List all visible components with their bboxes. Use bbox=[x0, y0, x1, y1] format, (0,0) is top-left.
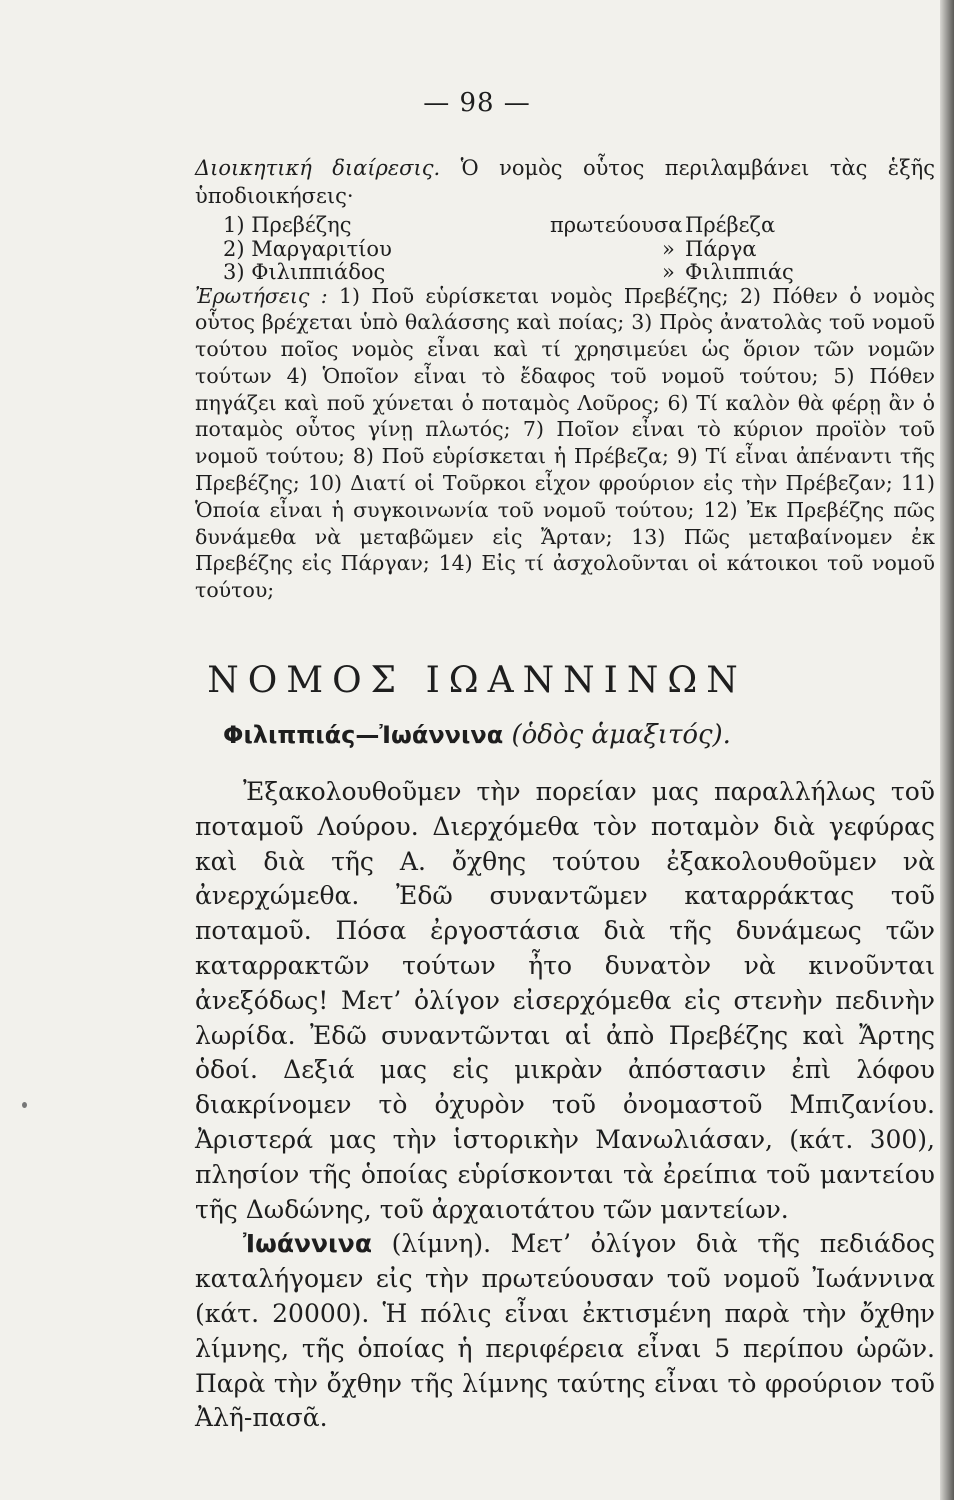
ioannina-bold-term: Ἰωάννινα bbox=[243, 1229, 372, 1259]
paper-speck bbox=[22, 1102, 27, 1108]
subdivision-row bbox=[195, 259, 935, 283]
body-paragraph-2 bbox=[195, 1227, 935, 1436]
route-note: (ὁδὸς ἁμαξιτός). bbox=[511, 720, 731, 750]
subdivision-label: » bbox=[662, 236, 675, 261]
subdivision-label: πρωτεύουσα bbox=[550, 213, 683, 237]
subdivision-capital: Πρέβεζα bbox=[685, 213, 776, 237]
admin-paragraph bbox=[195, 155, 935, 210]
page-edge-shadow bbox=[940, 0, 954, 1500]
subdivision-capital: Πάργα bbox=[685, 236, 757, 261]
page-number: — 98 — bbox=[423, 88, 531, 118]
subdivision-list bbox=[195, 212, 935, 283]
questions-heading: Ἐρωτήσεις : bbox=[195, 283, 328, 308]
administrative-section bbox=[195, 155, 935, 604]
section-title: ΝΟΜΟΣ ΙΩΑΝΝΙΝΩΝ bbox=[207, 660, 747, 701]
subdivision-name: 3) Φιλιππιάδος bbox=[223, 260, 386, 284]
subdivision-label: » bbox=[662, 260, 675, 284]
subdivision-row bbox=[195, 236, 935, 260]
admin-intro: Ὁ νομὸς οὗτος περιλαμβάνει τὰς ἑξῆς ὑποδιοικήσεις· bbox=[195, 156, 935, 208]
subdivision-capital: Φιλιππιάς bbox=[685, 260, 794, 284]
admin-heading: Διοικητική διαίρεσις. bbox=[195, 156, 441, 180]
body-paragraph-2-text: (λίμνη). Μετ’ ὀλίγον διὰ τῆς πεδιάδος καταλήγομεν εἰς τὴν πρωτεύουσαν τοῦ νομοῦ Ἰωάννινα (κάτ. 20000). Ἡ πόλις εἶναι ἐκτισμένη παρὰ τὴν ὄχθην λίμνης, τῆς ὁποίας ἡ περιφέρεια εἶναι 5 περίπου ὡρῶν. Παρὰ τὴν ὄχθην τῆς λίμνης ταύτης εἶναι τὸ φρούριον τοῦ Ἀλῆ-πασᾶ. bbox=[195, 1229, 935, 1433]
subdivision-row bbox=[195, 212, 935, 236]
questions-paragraph bbox=[195, 283, 935, 605]
questions-text: 1) Ποῦ εὑρίσκεται νομὸς Πρεβέζης; 2) Πόθεν ὁ νομὸς οὗτος βρέχεται ὑπὸ θαλάσσης καὶ ποίας; 3) Πρὸς ἀνατολὰς τοῦ νομοῦ τούτου ποῖος νομὸς εἶναι καὶ τί χρησιμεύει ὡς ὅριον τῶν νομῶν τούτων 4) Ὁποῖον εἶναι τὸ ἔδαφος τοῦ νομοῦ τούτου; 5) Πόθεν πηγάζει καὶ ποῦ χύνεται ὁ ποταμὸς Λοῦρος; 6) Τί καλὸν θὰ φέρῃ ἂν ὁ ποταμὸς οὗτος γίνῃ πλωτός; 7) Ποῖον εἶναι τὸ κύριον προϊὸν τοῦ νομοῦ τούτου; 8) Ποῦ εὑρίσκεται ἡ Πρέβεζα; 9) Τί εἶναι ἀπέναντι τῆς Πρεβέζης; 10) Διατί οἱ Τοῦρκοι εἶχον φρούριον εἰς τὴν Πρέβεζαν; 11) Ὁποία εἶναι ἡ συγκοινωνία τοῦ νομοῦ τούτου; 12) Ἐκ Πρεβέζης πῶς δυνάμεθα νὰ μεταβῶμεν εἰς Ἄρταν; 13) Πῶς μεταβαίνομεν ἐκ Πρεβέζης εἰς Πάργαν; 14) Εἰς τί ἀσχολοῦνται οἱ κάτοικοι τοῦ νομοῦ τούτου; bbox=[195, 283, 935, 603]
route-heading bbox=[0, 720, 954, 750]
route-name: Φιλιππιάς—Ἰωάννινα bbox=[223, 721, 504, 749]
body-text bbox=[195, 775, 935, 1436]
subdivision-name: 2) Μαργαριτίου bbox=[223, 236, 392, 261]
body-paragraph-1: Ἐξακολουθοῦμεν τὴν πορείαν μας παραλλήλως τοῦ ποταμοῦ Λούρου. Διερχόμεθα τὸν ποταμὸν διὰ γεφύρας καὶ διὰ τῆς Α. ὄχθης τούτου ἐξακολουθοῦμεν νὰ ἀνερχώμεθα. Ἐδῶ συναντῶμεν καταρράκτας τοῦ ποταμοῦ. Πόσα ἐργοστάσια διὰ τῆς δυνάμεως τῶν καταρρακτῶν τούτων ἦτο δυνατὸν νὰ κινοῦνται ἀνεξόδως! Μετ’ ὀλίγον εἰσερχόμεθα εἰς στενὴν πεδινὴν λωρίδα. Ἐδῶ συναντῶνται αἱ ἀπὸ Πρεβέζης καὶ Ἄρτης ὁδοί. Δεξιά μας εἰς μικρὰν ἀπόστασιν ἐπὶ λόφου διακρίνομεν τὸ ὀχυρὸν τοῦ ὀνομαστοῦ Μπιζανίου. Ἀριστερά μας τὴν ἱστορικὴν Μανωλιάσαν, (κάτ. 300), πλησίον τῆς ὁποίας εὑρίσκονται τὰ ἐρείπια τοῦ μαντείου τῆς Δωδώνης, τοῦ ἀρχαιοτάτου τῶν μαντείων. bbox=[195, 777, 935, 1224]
subdivision-name: 1) Πρεβέζης bbox=[223, 213, 352, 237]
